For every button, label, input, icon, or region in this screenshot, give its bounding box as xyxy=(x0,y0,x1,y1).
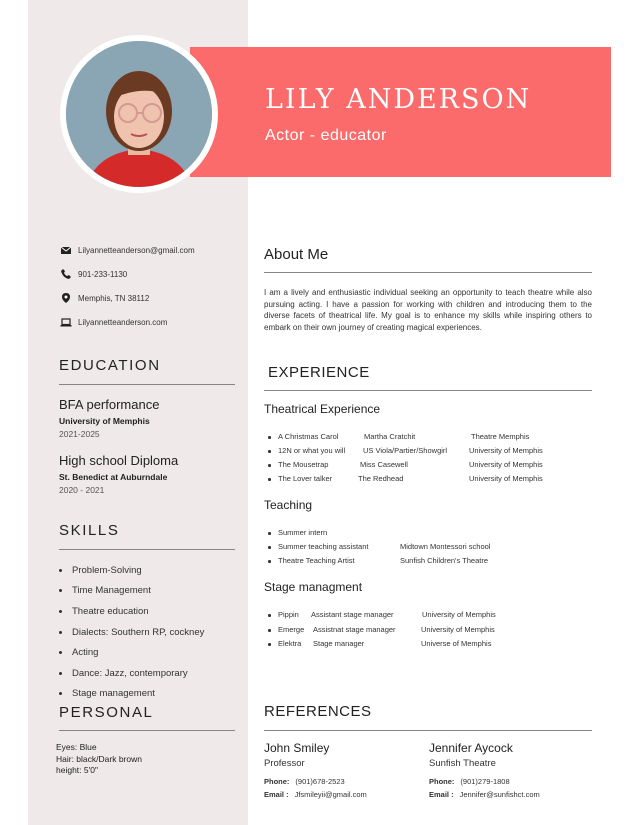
reference-name: John Smiley xyxy=(264,741,330,755)
reference-role: Professor xyxy=(264,758,305,769)
contact-website-text: Lilyannetteanderson.com xyxy=(78,317,168,327)
phone-icon xyxy=(60,268,72,280)
personal-height: height: 5'0" xyxy=(56,765,98,775)
profile-photo xyxy=(66,41,212,187)
personal-divider xyxy=(59,730,235,731)
education-years: 2021-2025 xyxy=(59,429,100,439)
personal-title: PERSONAL xyxy=(59,704,154,721)
education-degree: High school Diploma xyxy=(59,453,179,468)
contact-location-text: Memphis, TN 38112 xyxy=(78,293,150,303)
about-divider xyxy=(264,272,592,273)
reference-email[interactable]: Email : Jennifer@sunfishct.com xyxy=(429,790,540,799)
contact-location xyxy=(60,292,149,304)
contact-email-text: Lilyannetteanderson@gmail.com xyxy=(78,245,195,255)
skill-item: Problem-Solving xyxy=(59,560,204,581)
skill-item: Theatre education xyxy=(59,601,204,622)
skills-list xyxy=(59,560,204,704)
about-text: I am a lively and enthusiastic individual seeking an opportunity to teach theatre while also pursuing acting. I have a passion for working with children and introducing them to the diverse facets of theatrical life. My goal is to enhance my skills while inspiring others to embark on their own journey of creating magical experiences. xyxy=(264,288,592,332)
theatrical-title: Theatrical Experience xyxy=(264,402,381,416)
skills-divider xyxy=(59,549,235,550)
map-pin-icon xyxy=(60,292,72,304)
about-title: About Me xyxy=(264,246,329,263)
laptop-icon xyxy=(60,316,72,328)
stage-title: Stage managment xyxy=(264,580,363,594)
contact-email[interactable] xyxy=(60,244,195,256)
education-title: EDUCATION xyxy=(59,357,161,374)
reference-phone[interactable]: Phone: (901)279-1808 xyxy=(429,777,510,786)
education-years: 2020 - 2021 xyxy=(59,485,105,495)
education-degree: BFA performance xyxy=(59,397,160,412)
candidate-role: Actor - educator xyxy=(265,127,387,144)
education-school: St. Benedict at Auburndale xyxy=(59,472,168,482)
skill-item: Dialects: Southern RP, cockney xyxy=(59,622,204,643)
experience-divider xyxy=(264,390,592,391)
contact-phone-text: 901-233-1130 xyxy=(78,269,128,279)
experience-title: EXPERIENCE xyxy=(268,364,370,381)
personal-details xyxy=(56,742,142,777)
personal-hair: Hair: black/Dark brown xyxy=(56,753,142,764)
education-school: University of Memphis xyxy=(59,416,150,426)
reference-phone[interactable]: Phone: (901)678-2523 xyxy=(264,777,345,786)
skill-item: Stage management xyxy=(59,684,204,705)
teaching-title: Teaching xyxy=(264,498,313,512)
reference-role: Sunfish Theatre xyxy=(429,758,496,769)
skill-item: Time Management xyxy=(59,581,204,602)
skill-item: Dance: Jazz, contemporary xyxy=(59,663,204,684)
envelope-icon xyxy=(60,244,72,256)
references-divider xyxy=(264,730,592,731)
candidate-name: LILY ANDERSON xyxy=(265,84,532,115)
skill-item: Acting xyxy=(59,642,204,663)
references-title: REFERENCES xyxy=(264,703,372,720)
contact-phone[interactable] xyxy=(60,268,127,280)
education-divider xyxy=(59,384,235,385)
contact-website[interactable] xyxy=(60,316,167,328)
skills-title: SKILLS xyxy=(59,522,120,539)
reference-name: Jennifer Aycock xyxy=(429,741,513,755)
personal-eyes: Eyes: Blue xyxy=(56,742,97,752)
reference-email[interactable]: Email : Jfsmileyii@gmail.com xyxy=(264,790,367,799)
